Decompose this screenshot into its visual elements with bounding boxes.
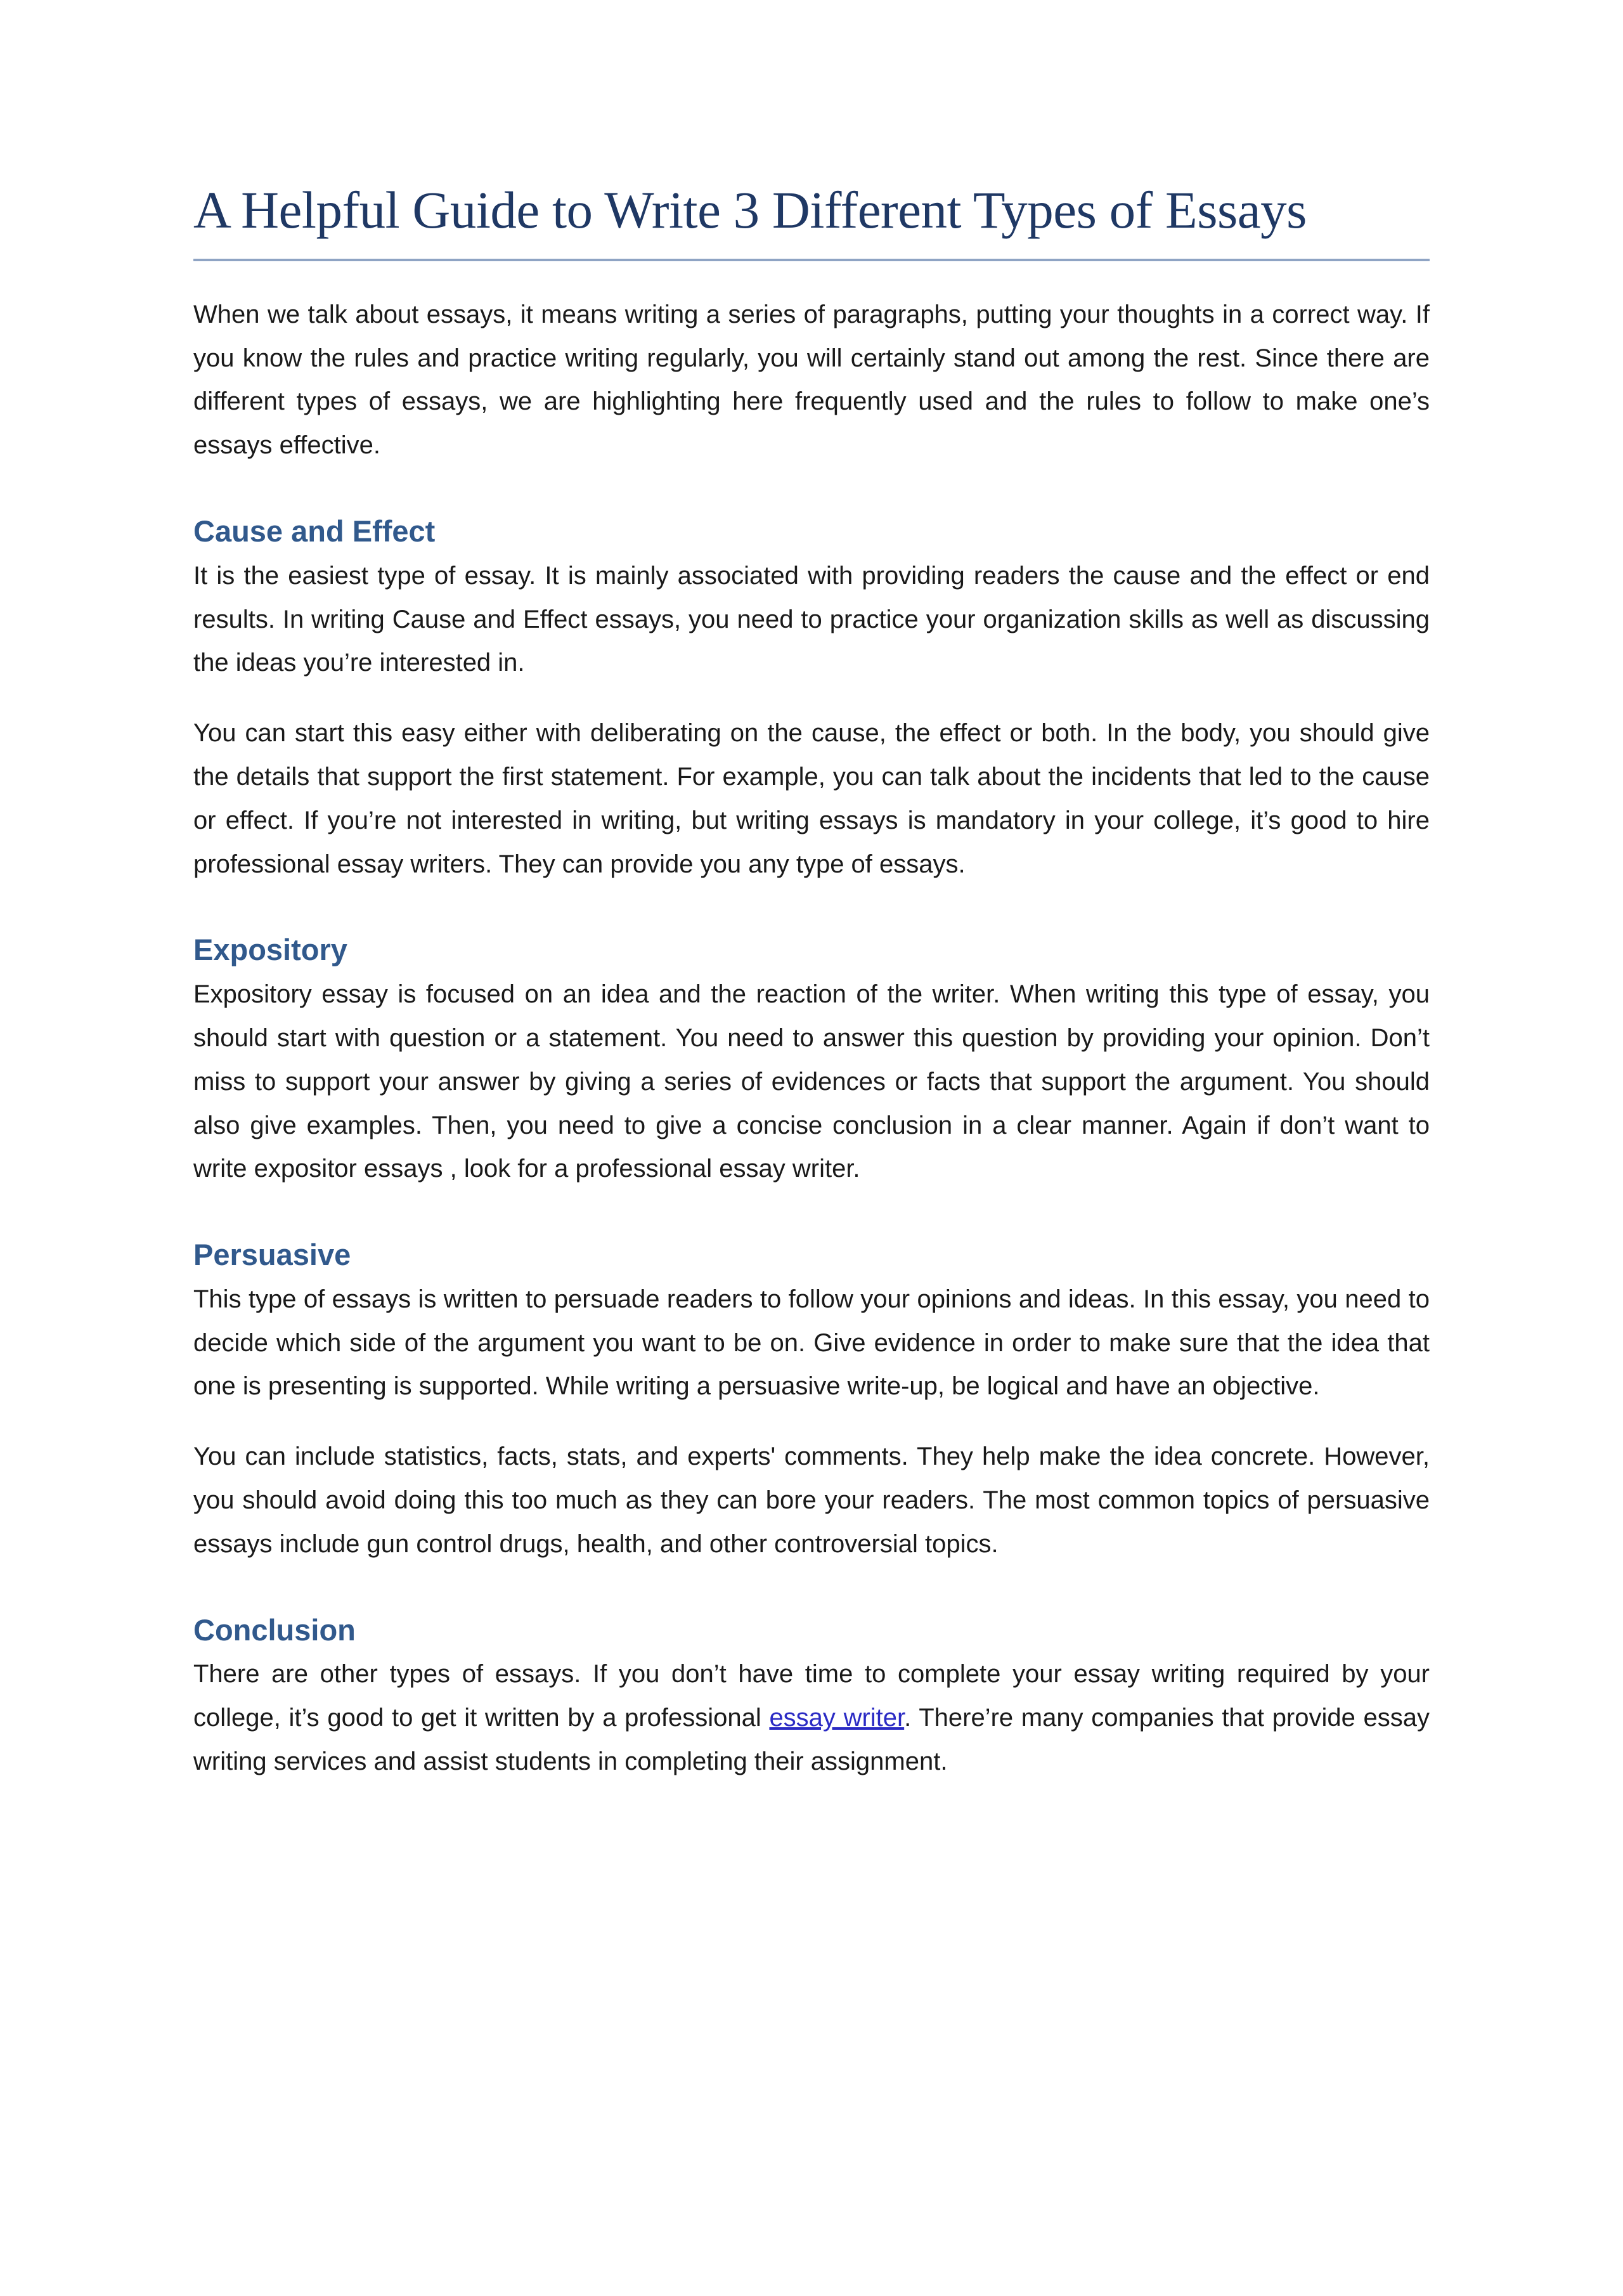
intro-section [193, 293, 1430, 467]
section-cause-and-effect [193, 513, 1430, 886]
paragraph-persuasive-2: You can include statistics, facts, stats, and experts' comments. They help make the idea concrete. However, you should avoid doing this too much as they can bore your readers. The most common topics of persuasive essays include gun control drugs, health, and other controversial topics. [193, 1443, 1430, 1558]
title-divider [193, 259, 1430, 261]
paragraph-expository-1: Expository essay is focused on an idea and the reaction of the writer. When writing this type of essay, you should start with question or a statement. You need to answer this question by providing your opinion. Don’t miss to support your answer by giving a series of evidences or facts that support the argument. You should also give examples. Then, you need to give a concise conclusion in a clear manner. Again if don’t want to write expositor essays , look for a professional essay writer. [193, 980, 1430, 1183]
section-expository [193, 931, 1430, 1191]
section-conclusion [193, 1612, 1430, 1784]
paragraph-cause-and-effect-1: It is the easiest type of essay. It is mainly associated with providing readers the cause and the effect or end results. In writing Cause and Effect essays, you need to practice your organization skills as well as discussing the ideas you’re interested in. [193, 561, 1430, 677]
conclusion-text-after-link: . There’re many companies that provide essay writing services and assist students in completing their assignment. [193, 1704, 1430, 1776]
paragraph-conclusion [193, 1652, 1430, 1783]
paragraph-cause-and-effect-2: You can start this easy either with deliberating on the cause, the effect or both. In the body, you should give the details that support the first statement. For example, you can talk about the incidents that led to the cause or effect. If you’re not interested in writing, but writing essays is mandatory in your college, it’s good to hire professional essay writers. They can provide you any type of essays. [193, 719, 1430, 878]
essay-writer-link[interactable]: essay writer [769, 1704, 905, 1732]
section-heading-expository: Expository [193, 933, 347, 967]
section-heading-persuasive: Persuasive [193, 1238, 351, 1272]
intro-paragraph: When we talk about essays, it means writing a series of paragraphs, putting your thoughts in a correct way. If you know the rules and practice writing regularly, you will certainly stand out among the rest. Since there are different types of essays, we are highlighting here frequently used and the rules to follow to make one’s essays effective. [193, 300, 1430, 460]
paragraph-persuasive-1: This type of essays is written to persuade readers to follow your opinions and ideas. In this essay, you need to decide which side of the argument you want to be on. Give evidence in order to make sure that the idea that one is presenting is supported. While writing a persuasive write-up, be logical and have an objective. [193, 1285, 1430, 1401]
page-title: A Helpful Guide to Write 3 Different Types of Essays [193, 181, 1307, 239]
section-heading-cause-and-effect: Cause and Effect [193, 514, 436, 548]
conclusion-text-before-link: There are other types of essays. If you don’t have time to complete your essay writing required by your college, it’s good to get it written by a professional [193, 1660, 1430, 1732]
document-content [193, 176, 1430, 1784]
section-persuasive [193, 1236, 1430, 1566]
section-heading-conclusion: Conclusion [193, 1612, 356, 1647]
